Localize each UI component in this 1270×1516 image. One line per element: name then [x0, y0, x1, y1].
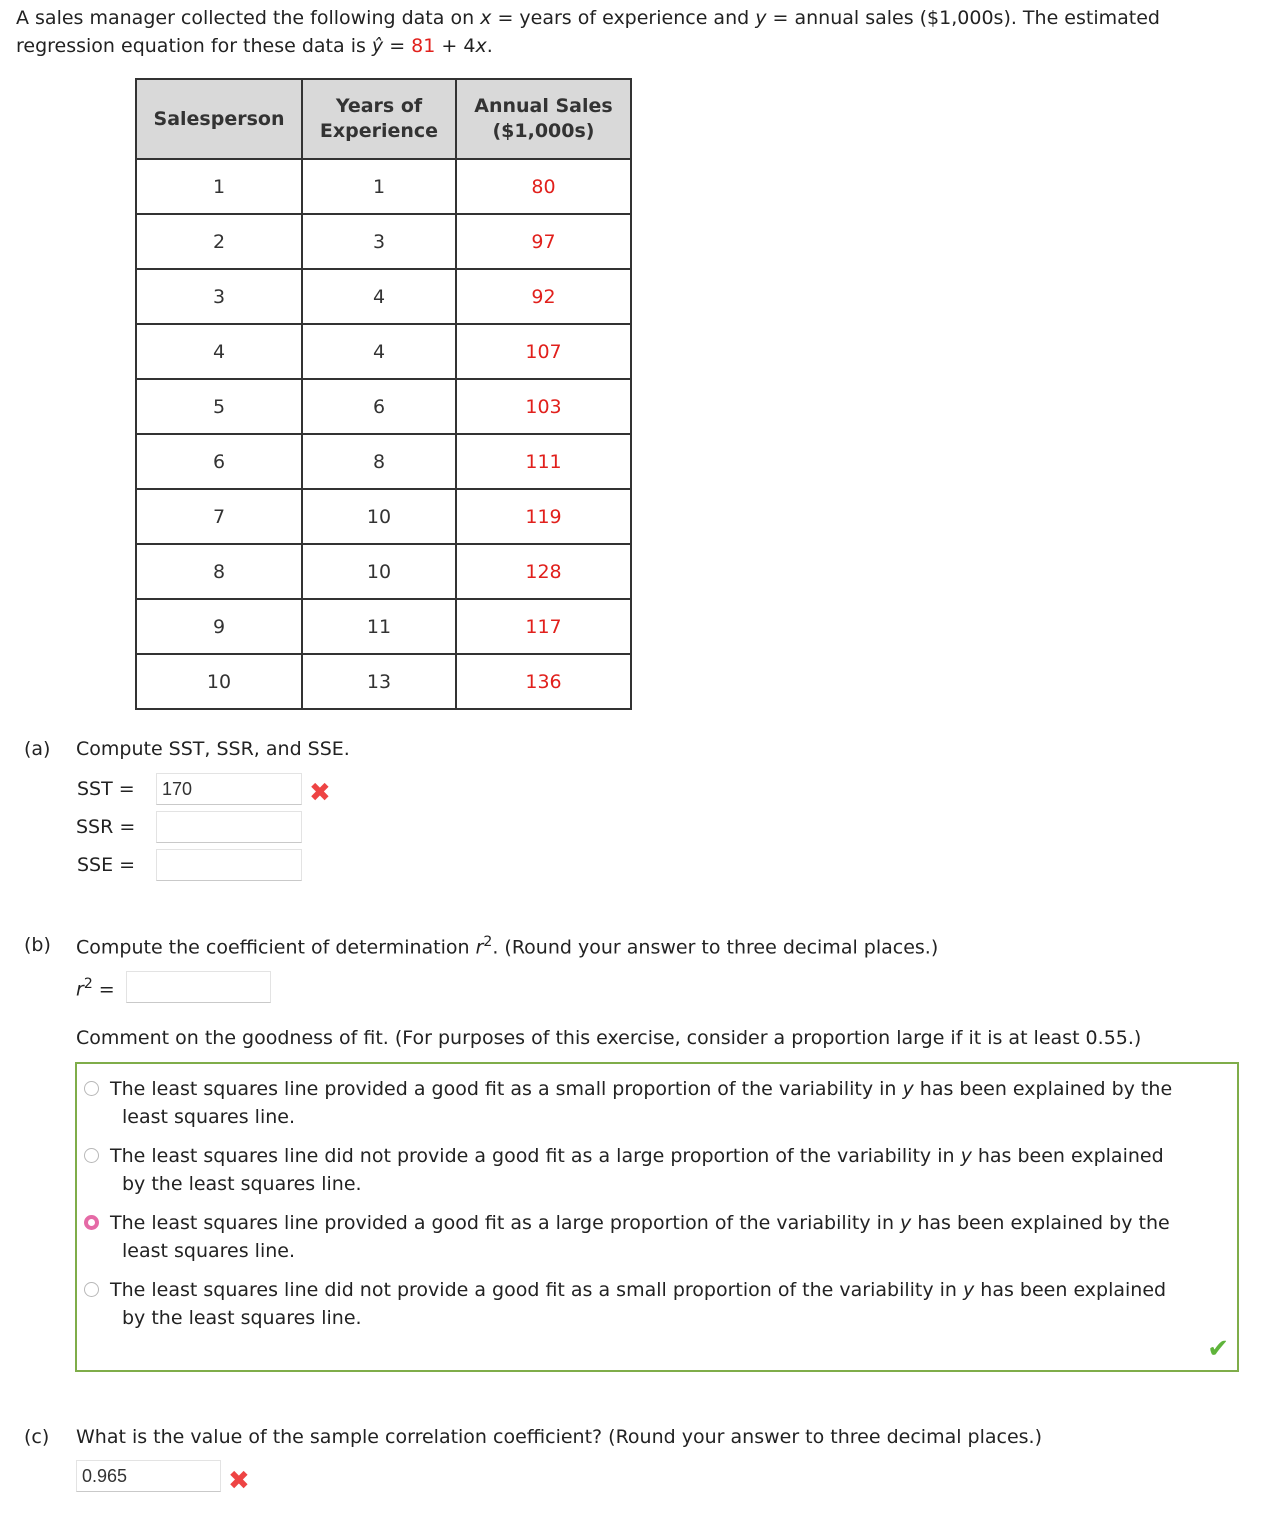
years-cell: 10 [302, 544, 456, 599]
intro-line-1: A sales manager collected the following data on x = years of experience and y = annual sales ($1,000s). The estimated [16, 7, 1160, 29]
salesperson-cell: 9 [136, 599, 302, 654]
sst-x-icon: ✖ [309, 778, 331, 808]
salesperson-cell: 3 [136, 269, 302, 324]
table-row [136, 434, 631, 489]
problem-intro [16, 4, 1256, 60]
salesperson-cell: 4 [136, 324, 302, 379]
header-annual-sales: Annual Sales ($1,000s) [456, 79, 631, 159]
sales-cell: 128 [456, 544, 631, 599]
years-cell: 13 [302, 654, 456, 709]
ssr-input[interactable] [156, 811, 302, 843]
table-row [136, 324, 631, 379]
table-row [136, 654, 631, 709]
salesperson-cell: 8 [136, 544, 302, 599]
table-row [136, 214, 631, 269]
sales-cell: 92 [456, 269, 631, 324]
years-cell: 10 [302, 489, 456, 544]
table-row [136, 489, 631, 544]
radio-button[interactable] [84, 1081, 99, 1096]
salesperson-cell: 5 [136, 379, 302, 434]
sales-cell: 136 [456, 654, 631, 709]
salesperson-cell: 6 [136, 434, 302, 489]
radio-button-selected[interactable] [84, 1215, 99, 1230]
part-a-question: Compute SST, SSR, and SSE. [76, 738, 350, 760]
sales-cell: 80 [456, 159, 631, 214]
sales-cell: 107 [456, 324, 631, 379]
r2-label: $r^2$ = [76, 976, 115, 1001]
years-cell: 4 [302, 269, 456, 324]
table-row [136, 269, 631, 324]
intro-line-2: regression equation for these data is ŷ = 81 + 4x. [16, 35, 493, 57]
radio-button[interactable] [84, 1282, 99, 1297]
sse-label: SSE = [77, 854, 136, 876]
years-cell: 3 [302, 214, 456, 269]
choice-text: The least squares line provided a good fit as a large proportion of the variability in y has been explained by the least squares line. [110, 1212, 1170, 1262]
radio-button[interactable] [84, 1148, 99, 1163]
choice-text: The least squares line provided a good fit as a small proportion of the variability in y has been explained by the least squares line. [110, 1078, 1173, 1128]
data-table [135, 78, 632, 710]
check-icon: ✔ [1207, 1334, 1229, 1364]
years-cell: 8 [302, 434, 456, 489]
goodness-of-fit-choices [75, 1062, 1239, 1372]
table-row [136, 159, 631, 214]
salesperson-cell: 7 [136, 489, 302, 544]
choice-text: The least squares line did not provide a good fit as a small proportion of the variability in y has been explained by the least squares line. [110, 1279, 1167, 1329]
header-salesperson: Salesperson [136, 79, 302, 159]
years-cell: 6 [302, 379, 456, 434]
part-b-label: (b) [24, 934, 51, 956]
sales-cell: 119 [456, 489, 631, 544]
years-cell: 11 [302, 599, 456, 654]
goodness-of-fit-prompt: Comment on the goodness of fit. (For purposes of this exercise, consider a proportion large if it is at least 0.55.) [76, 1027, 1142, 1049]
table-row [136, 379, 631, 434]
sst-label: SST = [77, 778, 135, 800]
table-header-row [136, 79, 631, 159]
sales-cell: 111 [456, 434, 631, 489]
part-c-label: (c) [24, 1426, 50, 1448]
sst-input[interactable]: 170 [156, 773, 302, 805]
header-years-experience: Years of Experience [302, 79, 456, 159]
sales-cell: 103 [456, 379, 631, 434]
r2-input[interactable] [126, 971, 271, 1003]
table-row [136, 599, 631, 654]
table-row [136, 544, 631, 599]
ssr-label: SSR = [76, 816, 136, 838]
part-c-question: What is the value of the sample correlation coefficient? (Round your answer to three decimal places.) [76, 1426, 1043, 1448]
salesperson-cell: 10 [136, 654, 302, 709]
sales-cell: 97 [456, 214, 631, 269]
choice-text: The least squares line did not provide a good fit as a large proportion of the variability in y has been explained by the least squares line. [110, 1145, 1164, 1195]
part-a-label: (a) [24, 738, 51, 760]
years-cell: 4 [302, 324, 456, 379]
salesperson-cell: 2 [136, 214, 302, 269]
correlation-x-icon: ✖ [228, 1466, 250, 1496]
years-cell: 1 [302, 159, 456, 214]
salesperson-cell: 1 [136, 159, 302, 214]
sales-cell: 117 [456, 599, 631, 654]
part-b-question: Compute the coefficient of determination $r^2$. (Round your answer to three decimal places.) [76, 934, 939, 959]
intercept-value: 81 [411, 35, 436, 57]
correlation-input[interactable]: 0.965 [76, 1460, 221, 1492]
sse-input[interactable] [156, 849, 302, 881]
